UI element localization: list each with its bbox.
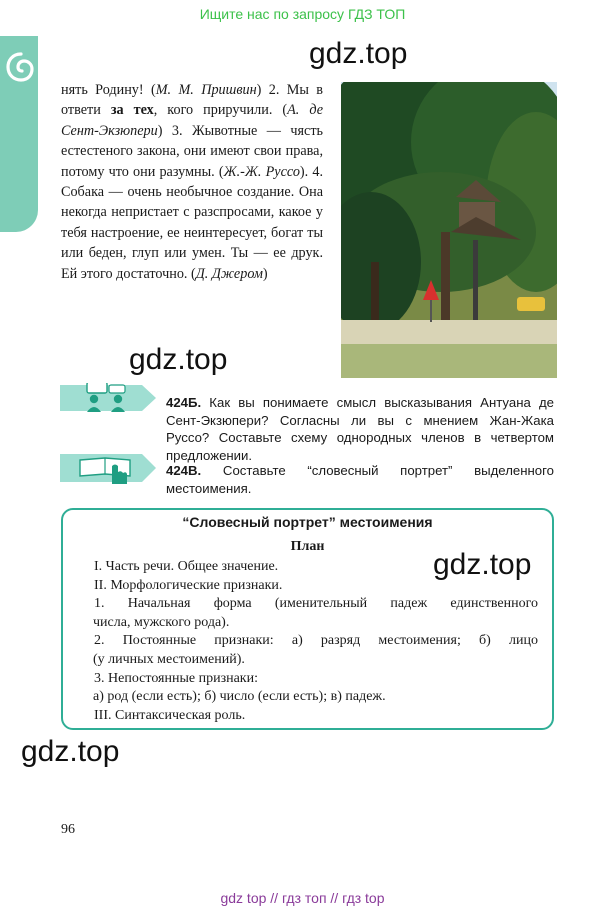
discussion-badge: [60, 383, 158, 413]
plan-line: I. Часть речи. Общее значение.: [94, 559, 279, 574]
exercise-number: 424Б.: [166, 395, 202, 410]
highlighted-words: за тех: [110, 102, 154, 119]
top-banner[interactable]: Ищите нас по запросу ГДЗ ТОП: [199, 6, 406, 22]
plan-line: III. Синтаксическая роль.: [94, 707, 246, 723]
discussion-icon: [60, 383, 158, 413]
reading-badge: [60, 452, 158, 484]
watermark: gdz.top: [433, 548, 532, 581]
exercise-424v: 424В. Составьте “словесный портрет” выделенного местоимения.: [166, 463, 554, 496]
watermark: gdz.top: [309, 37, 408, 70]
swirl-icon: [4, 50, 38, 84]
plan-line: числа, мужского рода).: [93, 614, 230, 630]
frame-title: “Словесный портрет” местоимения: [182, 514, 433, 530]
plan-line: 3. Непостоянные признаки:: [94, 670, 258, 686]
park-photo: [341, 82, 557, 378]
author-name: Ж.-Ж. Руссо: [223, 163, 300, 180]
plan-line: (у личных местоимений).: [93, 651, 245, 667]
footer-links[interactable]: gdz top // гдз топ // гдз top: [220, 890, 385, 906]
frame-subtitle: План: [290, 539, 325, 554]
book-hand-icon: [60, 452, 158, 484]
left-tab-decoration: [0, 36, 38, 232]
plan-line: 2. Постоянные признаки: а) разряд местоимения; б) лицо: [94, 633, 538, 649]
author-name: Д. Джером: [195, 265, 263, 282]
exercise-424b: 424Б. Как вы понимаете смысл высказывания Антуана де Сент-Экзюпери? Согласны ли вы с мнением Жан-Жака Руссо? Составьте схему однородных членов в четвертом предложении.: [166, 395, 554, 463]
page-number: 96: [61, 822, 75, 837]
author-name: М. М. Пришвин: [155, 82, 257, 98]
author-name: А. де Сент-Экзюпери: [61, 102, 324, 139]
plan-line: II. Морфологические признаки.: [94, 577, 283, 593]
plan-line: а) род (если есть); б) число (если есть); в) падеж.: [93, 689, 386, 705]
plan-list: [94, 558, 538, 725]
passage-text: нять Родину! (М. М. Пришвин) 2. Мы в ответи за тех, кого приручили. (А. де Сент-Экзюпери) 3. Жывотные — чясть естестеного закона, они имеют свои права, потому что они разумны. (Ж.-Ж. Руссо). 4. Собака — очень необычное создание. Она некогда непристает с разспросами, какое у тебя настроение, ее неинтересует, богат ты или беден, глуп или умен. Ты — ее друк. Ей этого достаточно. (Д. Джером): [61, 82, 324, 282]
plan-line: 1. Начальная форма (именительный падеж единственного: [94, 596, 538, 612]
watermark: gdz.top: [21, 735, 120, 768]
exercise-number: 424В.: [166, 463, 202, 478]
watermark: gdz.top: [129, 343, 228, 376]
